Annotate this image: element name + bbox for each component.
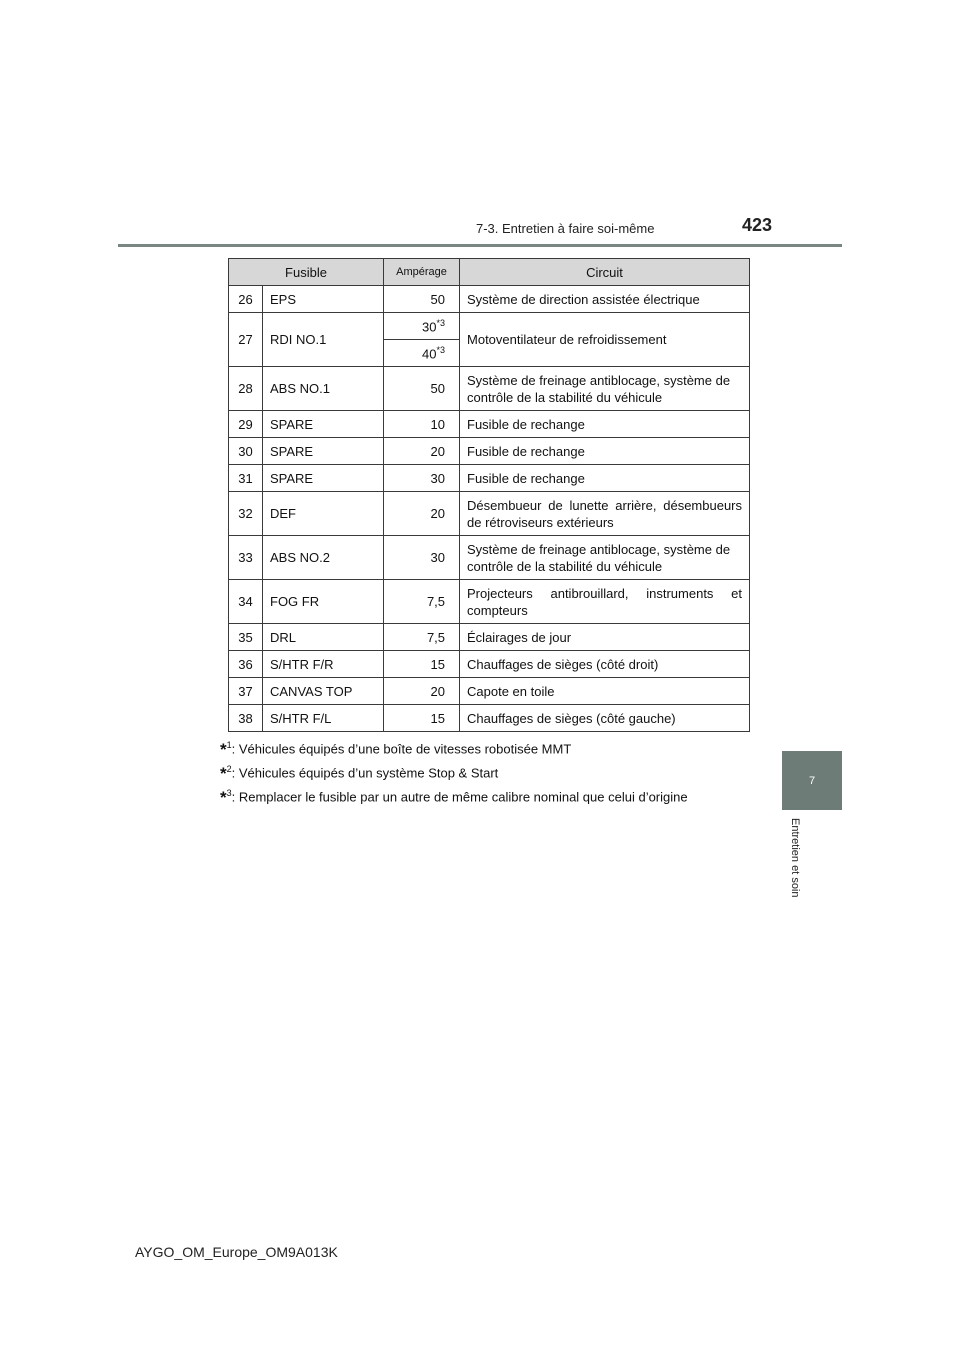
- footnote-star: *: [220, 788, 227, 808]
- fuse-number: 33: [229, 536, 263, 580]
- fuse-number: 34: [229, 580, 263, 624]
- fuse-amperage: 7,5: [384, 580, 460, 624]
- fuse-amperage: [384, 340, 460, 367]
- fuse-circuit: Projecteurs antibrouillard, instruments et compteurs: [460, 580, 750, 624]
- fuse-number: 26: [229, 286, 263, 313]
- fuse-circuit: Système de freinage antiblocage, système de contrôle de la stabilité du véhicule: [460, 536, 750, 580]
- fuse-number: 36: [229, 651, 263, 678]
- table-row: [229, 286, 750, 313]
- table-row: [229, 465, 750, 492]
- table-row: [229, 411, 750, 438]
- fuse-circuit: Chauffages de sièges (côté droit): [460, 651, 750, 678]
- table-row: [229, 678, 750, 705]
- table-row: [229, 313, 750, 340]
- fuse-circuit: Fusible de rechange: [460, 411, 750, 438]
- chapter-number: 7: [808, 774, 816, 787]
- amperage-value: 40: [422, 346, 437, 362]
- column-header-circuit: Circuit: [460, 259, 750, 286]
- fuse-number: 29: [229, 411, 263, 438]
- fuse-name: ABS NO.2: [263, 536, 384, 580]
- fuse-circuit: Capote en toile: [460, 678, 750, 705]
- fuse-amperage: 30: [384, 536, 460, 580]
- fuse-name: DEF: [263, 492, 384, 536]
- fuse-name: SPARE: [263, 465, 384, 492]
- table-row: [229, 438, 750, 465]
- footnote-text: : Remplacer le fusible par un autre de même calibre nominal que celui d’origine: [231, 789, 688, 805]
- column-header-amperage: Ampérage: [384, 259, 460, 286]
- footnote-star: *: [220, 740, 227, 760]
- footnote-number: 1: [226, 740, 232, 750]
- table-row: [229, 580, 750, 624]
- fuse-name: RDI NO.1: [263, 313, 384, 367]
- fuse-amperage: 20: [384, 492, 460, 536]
- amperage-footnote-ref: *3: [436, 344, 446, 355]
- fuse-circuit: Éclairages de jour: [460, 624, 750, 651]
- fuse-number: 28: [229, 367, 263, 411]
- fuse-table: [228, 258, 750, 732]
- fuse-circuit: Motoventilateur de refroidissement: [460, 313, 750, 367]
- fuse-amperage: 30: [384, 465, 460, 492]
- footnote-2: [220, 757, 688, 784]
- footnote-3: [220, 781, 688, 808]
- header-divider: [118, 244, 842, 247]
- fuse-number: 31: [229, 465, 263, 492]
- fuse-name: SPARE: [263, 411, 384, 438]
- footnote-number: 2: [226, 764, 232, 774]
- amperage-value: 30: [422, 319, 437, 335]
- footnote-number: 3: [226, 788, 232, 798]
- table-row: [229, 705, 750, 732]
- footnotes: [220, 733, 688, 808]
- fuse-amperage: 50: [384, 286, 460, 313]
- fuse-circuit: Système de direction assistée électrique: [460, 286, 750, 313]
- fuse-number: 38: [229, 705, 263, 732]
- fuse-circuit: Chauffages de sièges (côté gauche): [460, 705, 750, 732]
- table-row: [229, 492, 750, 536]
- fuse-name: SPARE: [263, 438, 384, 465]
- footnote-text: : Véhicules équipés d’un système Stop & Start: [231, 765, 499, 781]
- fuse-amperage: 50: [384, 367, 460, 411]
- fuse-name: CANVAS TOP: [263, 678, 384, 705]
- column-header-fuse: Fusible: [229, 259, 384, 286]
- fuse-amperage: 15: [384, 705, 460, 732]
- footnote-text: : Véhicules équipés d’une boîte de vitesses robotisée MMT: [231, 741, 572, 757]
- footnote-star: *: [220, 764, 227, 784]
- fuse-name: S/HTR F/R: [263, 651, 384, 678]
- table-row: [229, 536, 750, 580]
- fuse-number: 37: [229, 678, 263, 705]
- fuse-name: S/HTR F/L: [263, 705, 384, 732]
- fuse-circuit: Fusible de rechange: [460, 438, 750, 465]
- fuse-amperage: 20: [384, 438, 460, 465]
- chapter-tab[interactable]: [782, 751, 842, 810]
- page-number: 423: [742, 215, 773, 235]
- section-title: 7-3. Entretien à faire soi-même: [476, 221, 655, 236]
- footnote-1: [220, 733, 688, 760]
- table-row: [229, 651, 750, 678]
- fuse-amperage: 7,5: [384, 624, 460, 651]
- fuse-number: 27: [229, 313, 263, 367]
- fuse-name: FOG FR: [263, 580, 384, 624]
- table-header-row: [229, 259, 750, 286]
- table-row: [229, 624, 750, 651]
- fuse-name: ABS NO.1: [263, 367, 384, 411]
- fuse-amperage: [384, 313, 460, 340]
- fuse-amperage: 10: [384, 411, 460, 438]
- table-row: [229, 367, 750, 411]
- fuse-circuit: Système de freinage antiblocage, système de contrôle de la stabilité du véhicule: [460, 367, 750, 411]
- fuse-amperage: 20: [384, 678, 460, 705]
- amperage-footnote-ref: *3: [436, 317, 446, 328]
- fuse-number: 30: [229, 438, 263, 465]
- chapter-title: Entretien et soin: [789, 818, 801, 898]
- fuse-circuit: Désembueur de lunette arrière, désembueurs de rétroviseurs extérieurs: [460, 492, 750, 536]
- fuse-number: 32: [229, 492, 263, 536]
- document-code: AYGO_OM_Europe_OM9A013K: [135, 1244, 338, 1260]
- fuse-circuit: Fusible de rechange: [460, 465, 750, 492]
- fuse-number: 35: [229, 624, 263, 651]
- fuse-name: EPS: [263, 286, 384, 313]
- fuse-amperage: 15: [384, 651, 460, 678]
- fuse-name: DRL: [263, 624, 384, 651]
